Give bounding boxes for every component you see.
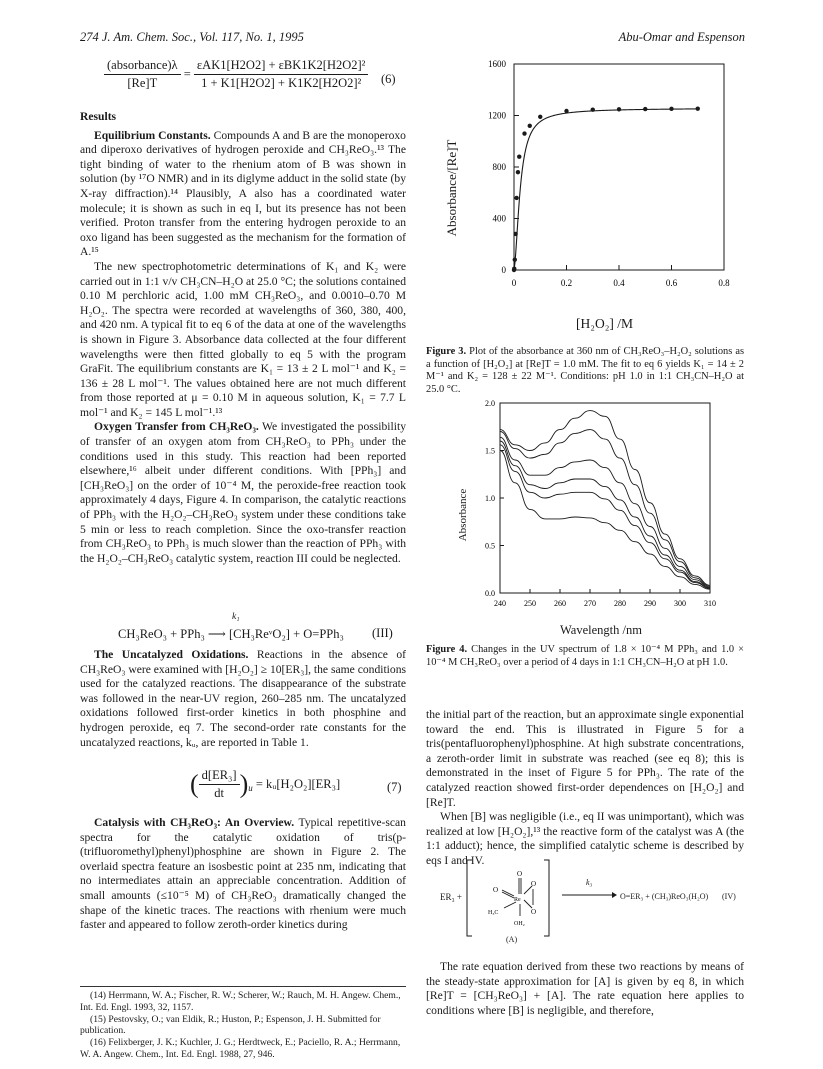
fig3-xlabel: [H₂O₂] /M xyxy=(576,316,634,331)
scheme-arrow xyxy=(562,890,618,900)
left-column-middle xyxy=(80,648,406,750)
paragraph-equilibrium xyxy=(80,129,406,260)
fig4-series-line xyxy=(500,451,710,590)
fig4-xtick-label: 280 xyxy=(614,599,626,608)
scheme-atom-ch3: H₃C xyxy=(488,910,499,916)
figure-4-chart xyxy=(450,395,740,625)
fig3-caption-text: Plot of the absorbance at 360 nm of CH₃ReO₃–H₂O₂ solutions as a function of [H₂O₂] at [Re]T = 1.0 mM. The fit to eq 6 yields K₁ = 14 ± 2 M⁻¹ and K₂ = 128 ± 22 M⁻¹. Conditions: pH 1.0 in 1:1 CH₃CN–H₂O at 25.0 °C. xyxy=(426,346,745,395)
uncatalyzed-text: Reactions in the absence of CH₃ReO₃ were examined with [H₂O₂] ≥ 10[ER₃], the same conditions used for the catalyzed reactions. The disappearance of the substrate was followed in the near-UV region, 260–285 nm. The uncatalyzed oxidations followed first-order kinetics in both phosphine and hydrogen peroxide, eq 7. The second-order rate constants for the uncatalyzed reactions, kᵤ, are reported in Table 1. xyxy=(80,648,407,749)
scheme-products: O=ER₃ + (CH₃)ReO₃(H₂O) xyxy=(620,892,709,901)
fig4-xtick-label: 270 xyxy=(584,599,596,608)
fig3-data-point xyxy=(564,109,568,113)
scheme-atom-o-top: O xyxy=(517,870,523,878)
paragraph-B-negligible: When [B] was negligible (i.e., eq II was unimportant), which was realized at low [H₂O₂],¹³ the reactive form of the catalyst was A (the 1:1 adduct); hence, the simplified catalytic scheme is described by eqs I and IV. xyxy=(426,810,744,867)
fig4-xtick-label: 300 xyxy=(674,599,686,608)
equation-6: $\frac{\text{(absorbance)λ}}{[Re]T}$ = $\frac{\text{εAK1[H2O2] + εBK1K2[H2O2]²}}{\text{1 + K1[H2O2] + K1K2[H2O2]²}}$ xyxy=(104,58,368,91)
fig3-ytick-label: 1200 xyxy=(488,110,506,121)
fig4-caption-text: Changes in the UV spectrum of 1.8 × 10⁻⁴ M PPh₃ and 1.0 × 10⁻⁴ M CH₃ReO₃ over a period of 4 days in 1:1 CH₃CN–H₂O at pH 1.0. xyxy=(426,644,744,668)
fig3-data-point xyxy=(538,115,542,119)
scheme-label-A: (A) xyxy=(506,935,518,944)
fig3-data-point xyxy=(528,124,532,128)
fig4-xtick-label: 250 xyxy=(524,599,536,608)
fig3-fit-curve xyxy=(514,109,698,270)
scheme-er3: ER₃ + xyxy=(440,892,462,902)
fig3-caption-head: Figure 3. xyxy=(426,346,467,357)
equation-7-number: (7) xyxy=(387,780,402,794)
scheme-atom-re: Re xyxy=(514,897,521,903)
footnote-16: (16) Felixberger, J. K.; Kuchler, J. G.; Herdtweck, E.; Paciello, R. A.; Herrmann, W. A. Angew. Chem., Int. Ed. Engl. 1988, 27, 946. xyxy=(80,1037,401,1060)
fig3-xtick-label: 0 xyxy=(511,278,517,288)
scheme-atom-o-peroxo-2: O xyxy=(531,908,537,916)
eq3-rate-constant: k₁ xyxy=(232,612,240,622)
fig3-ylabel: Absorbance/[Re]T xyxy=(444,139,459,236)
fig4-ytick-label: 0.0 xyxy=(485,589,495,598)
fig4-caption-head: Figure 4. xyxy=(426,644,468,655)
footnote-rule xyxy=(80,986,406,987)
paragraph-oxygen-transfer xyxy=(80,420,406,566)
footnotes xyxy=(80,990,406,1061)
fig4-frame xyxy=(500,403,710,593)
right-column-upper xyxy=(426,708,744,869)
uncatalyzed-heading: The Uncatalyzed Oxidations. xyxy=(94,648,249,661)
fig3-data-point xyxy=(643,107,647,111)
fig3-data-point xyxy=(517,155,521,159)
fig4-ytick-label: 2.0 xyxy=(485,399,495,408)
left-column-upper xyxy=(80,110,406,566)
paragraph-catalysis xyxy=(80,816,406,933)
eq7-rhs: = kᵤ[H₂O₂][ER₃] xyxy=(255,777,341,791)
fig3-data-point xyxy=(696,106,700,110)
fig4-xtick-label: 260 xyxy=(554,599,566,608)
figure-4-caption xyxy=(426,644,744,669)
fig3-xtick-label: 0.4 xyxy=(613,278,625,288)
figure-3-caption xyxy=(426,346,744,396)
fig3-data-point xyxy=(512,267,516,271)
fig4-xtick-label: 310 xyxy=(704,599,716,608)
fig3-ytick-label: 0 xyxy=(501,265,506,275)
fig3-data-point xyxy=(514,196,518,200)
fig3-xtick-label: 0.6 xyxy=(665,278,678,288)
fig3-data-point xyxy=(513,232,517,236)
eq7-denominator: dt xyxy=(214,786,224,800)
footnote-15: (15) Pestovsky, O.; van Eldik, R.; Huston, P.; Espenson, J. H. Submitted for publication. xyxy=(80,1013,381,1037)
scheme-atom-o-left: O xyxy=(493,886,499,894)
fig3-ytick-label: 1600 xyxy=(488,59,506,69)
catalysis-text: Typical repetitive-scan spectra for the catalytic oxidation of tris(p-(trifluoromethyl)phenyl)phosphine are shown in Figure 2. The overlaid spectra feature an isosbestic point at 235 nm, indicating that no intermediates attain an appreciable concentration. Addition of small amounts (≤10⁻⁵ M) of CH₃ReO₃ dramatically changed the shape of the kinetic traces. The reactions with rhenium were much faster and appeared to follow zeroth-order kinetics during xyxy=(80,816,406,932)
figure-3-chart xyxy=(438,50,748,340)
fig3-data-point xyxy=(516,170,520,174)
fig3-frame xyxy=(514,64,724,270)
scheme-atom-oh2: OH₂ xyxy=(514,921,525,927)
scheme-IV-number: (IV) xyxy=(722,892,736,901)
equation-6-number: (6) xyxy=(381,72,396,86)
fig4-ytick-label: 1.0 xyxy=(485,494,495,503)
fig3-xtick-label: 0.8 xyxy=(718,278,730,288)
scheme-k3: k₃ xyxy=(586,878,593,887)
eq7-subscript: u xyxy=(248,782,253,793)
fig4-series-line xyxy=(500,430,710,587)
fig3-data-point xyxy=(522,131,526,135)
eq6-rhs-numerator: εAK1[H2O2] + εBK1K2[H2O2]² xyxy=(194,58,369,75)
footnote-14: (14) Herrmann, W. A.; Fischer, R. W.; Scherer, W.; Rauch, M. H. Angew. Chem., Int. Ed. Engl. 1993, 32, 1157. xyxy=(80,990,401,1013)
paragraph-uncatalyzed xyxy=(80,648,406,750)
eq3-reaction: CH₃ReO₃ + PPh₃ ⟶ [CH₃ReᵛO₂] + O=PPh₃ xyxy=(118,627,344,641)
results-heading: Results xyxy=(80,110,117,123)
equilibrium-heading: Equilibrium Constants. xyxy=(94,128,211,142)
oxygen-transfer-heading: Oxygen Transfer from CH₃ReO₃. xyxy=(94,420,259,434)
fig4-xtick-label: 290 xyxy=(644,599,656,608)
paragraph-initial-part: the initial part of the reaction, but an approximate single exponential toward the end. This is illustrated in Figure 5 for a tris(pentafluorophenyl)phosphine. At high substrate concentrations, a zeroth-order limit in substrate was reached (see eq 8); this is demonstrated in the inset of Figure 5 for PPh₃. The rate of the catalyzed reaction showed first-order dependences on [H₂O₂] and [Re]T. xyxy=(426,708,744,809)
eq6-lhs-denominator: [Re]T xyxy=(127,76,158,90)
fig3-ylabel-box xyxy=(445,125,459,250)
eq7-numerator: d[ER₃] xyxy=(199,768,240,785)
eq6-lhs-numerator: (absorbance)λ xyxy=(104,58,181,75)
catalysis-heading: Catalysis with CH₃ReO₃: An Overview. xyxy=(94,816,295,829)
scheme-IV xyxy=(426,846,744,946)
oxygen-transfer-text: We investigated the possibility of transfer of an oxygen atom from CH₃ReO₃ to PPh₃ under the conditions used in this study. This reaction had been reported elsewhere,¹⁶ albeit under different conditions. With [PPh₃] and [CH₃ReO₃] on the order of 10⁻⁴ M, the peroxide-free reaction took approximately 4 days, Figure 4. In comparison, the catalytic reactions of PPh₃ with the H₂O₂–CH₃ReO₃ system under these conditions take 5 min or less to reach completion. Since the oxo-transfer reaction from CH₃ReO₃ to PPh₃ is much slower than the reaction of PPh₃ with the H₂O₂–CH₃ReO₃ catalytic system, reaction III could be neglected. xyxy=(80,420,406,565)
paragraph-rate-equation: The rate equation derived from these two reactions by means of the steady-state approximation for [A] is given by eq 8, in which [Re]T = [CH₃ReO₃] + [A]. The rate equation here applies to conditions where [B] is negligible, and therefore, xyxy=(426,960,744,1017)
fig3-ytick-label: 400 xyxy=(492,213,506,224)
fig4-series-line xyxy=(500,437,710,587)
fig3-data-point xyxy=(669,107,673,111)
equilibrium-text: Compounds A and B are the monoperoxo and diperoxo derivatives of hydrogen peroxide and CH₃ReO₃.¹³ The tight binding of water to the rhenium atom of B was shown in solution (by ¹⁷O NMR) and in its diglyme adduct in the solid state (by X-ray diffraction).¹⁴ Plausibly, A also has a coordinated water molecule; it is shown as such in eq I, but its presence has not been verified. Proton transfer from the entering hydrogen peroxide to an oxo ligand has been suggested as the mechanism for the formation of A.¹⁵ xyxy=(80,128,406,259)
running-header-left: 274 J. Am. Chem. Soc., Vol. 117, No. 1, 1995 xyxy=(80,30,304,44)
left-column-lower xyxy=(80,816,406,933)
fig3-data-point xyxy=(513,258,517,262)
fig3-xtick-label: 0.2 xyxy=(560,278,573,288)
fig4-ytick-label: 0.5 xyxy=(485,541,495,551)
equation-7: ( $\frac{\text{d[ER₃]}}{dt}$ )$_u$ = kᵤ[H₂O₂][ER₃] xyxy=(190,768,341,800)
fig4-ylabel-box xyxy=(456,470,470,560)
fig3-data-point xyxy=(591,108,595,112)
equation-III xyxy=(118,626,344,642)
eq6-rhs-denominator: 1 + K1[H2O2] + K1K2[H2O2]² xyxy=(201,76,362,90)
paragraph-determinations: The new spectrophotometric determinations of K₁ and K₂ were carried out in 1:1 v/v CH₃CN–H₂O at 25.0 °C; the solutions contained 0.10 M perchloric acid, 1.00 mM CH₃ReO₃, and 0.0010–0.70 M H₂O₂. The spectra were recorded at wavelengths of 360, 380, 400, and 420 nm. A typical fit to eq 6 of the data at one of the wavelengths is shown in Figure 3. Absorbance data collected at the four different wavelengths were then fitted globally to eq 5 with the program GraFit. The equilibrium constants are K₁ = 13 ± 2 L mol⁻¹ and K₂ = 136 ± 28 L mol⁻¹. The values obtained here are not much different from those reported at μ = 0.10 M in aqueous solution, K₁ = 7.7 L mol⁻¹ and K₂ = 145 L mol⁻¹.¹³ xyxy=(80,259,407,419)
equation-III-number: (III) xyxy=(372,626,393,640)
fig4-ytick-label: 1.5 xyxy=(485,446,495,456)
fig3-ytick-label: 800 xyxy=(492,162,506,172)
fig4-series-line xyxy=(500,445,710,588)
fig4-series-line xyxy=(500,411,710,586)
fig3-data-point xyxy=(617,107,621,111)
fig4-ylabel: Absorbance xyxy=(457,488,469,542)
fig4-xtick-label: 240 xyxy=(494,599,506,608)
fig4-xlabel: Wavelength /nm xyxy=(560,623,642,637)
right-column-lower xyxy=(426,960,744,1018)
scheme-atom-o-peroxo-1: O xyxy=(531,880,537,888)
running-header-right: Abu-Omar and Espenson xyxy=(618,30,745,44)
